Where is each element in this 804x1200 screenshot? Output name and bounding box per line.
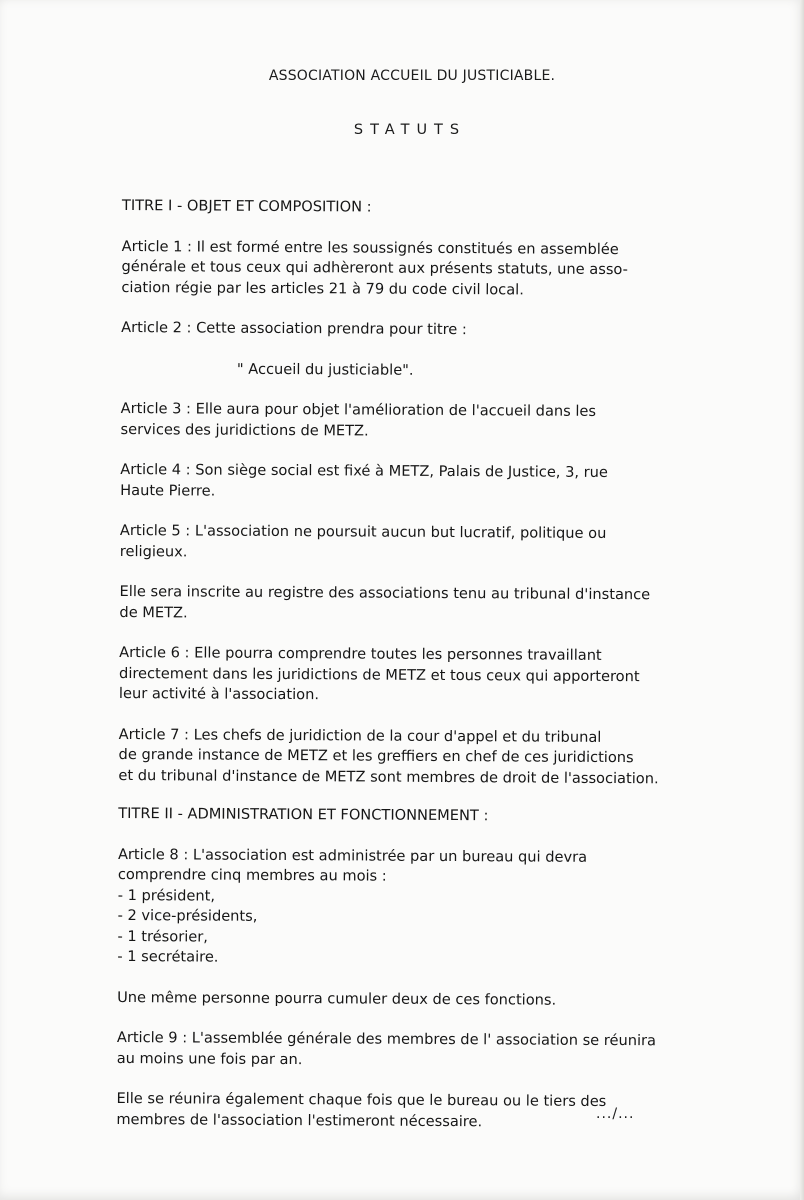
article-8-cumul: Une même personne pourra cumuler deux de ces fonctions. [117,988,557,1009]
document-title: STATUTS [353,122,467,138]
article-2-title-quote: " Accueil du justiciable". [236,360,414,379]
article-1: Article 1 : Il est formé entre les soussignés constitués en assemblée générale et tous ceux qui adhèreront aux présents statuts, une asso- ciation régie par les articles 21 à 79 du code civil local. [121,237,628,298]
article-2: Article 2 : Cette association prendra pour titre : [121,318,467,339]
section-title-2: TITRE II - ADMINISTRATION ET FONCTIONNEMENT : [118,804,489,825]
article-9: Article 9 : L'assemblée générale des membres de l' association se réunira au moins une fois par an. [116,1028,657,1068]
list-item: - 1 trésorier, [117,927,208,946]
article-9-extra: Elle se réunira également chaque fois que le bureau ou le tiers des membres de l'association l'estimeront nécessaire. [116,1089,607,1130]
article-5: Article 5 : L'association ne poursuit aucun but lucratif, politique ou religieux. [119,521,607,560]
continuation-mark: .../... [596,1106,635,1122]
article-5-registre: Elle sera inscrite au registre des associations tenu au tribunal d'instance de METZ. [119,582,651,621]
article-4: Article 4 : Son siège social est fixé à METZ, Palais de Justice, 3, rue Haute Pierre. [120,460,608,500]
section-title-1: TITRE I - OBJET ET COMPOSITION : [121,196,372,216]
article-8: Article 8 : L'association est administrée par un bureau qui devra comprendre cinq membres au mois : [117,845,588,885]
list-item: - 1 président, [117,886,216,905]
organization-name: ASSOCIATION ACCUEIL DU JUSTICIABLE. [268,68,556,84]
document-body [116,196,744,1154]
page-edge [800,0,804,1200]
article-6: Article 6 : Elle pourra comprendre toutes les personnes travaillant directement dans les juridictions de METZ et tous ceux qui apporteront leur activité à l'association. [118,643,640,704]
list-item: - 1 secrétaire. [117,947,219,966]
bureau-members-list [117,885,739,971]
article-3: Article 3 : Elle aura pour objet l'amélioration de l'accueil dans les services des juridictions de METZ. [120,399,597,440]
list-item: - 2 vice-présidents, [117,906,258,925]
article-7: Article 7 : Les chefs de juridiction de la cour d'appel et du tribunal de grande instance de METZ et les greffiers en chef de ces juridictions et du tribunal d'instance de METZ sont membres de droit de l'association. [118,725,659,787]
